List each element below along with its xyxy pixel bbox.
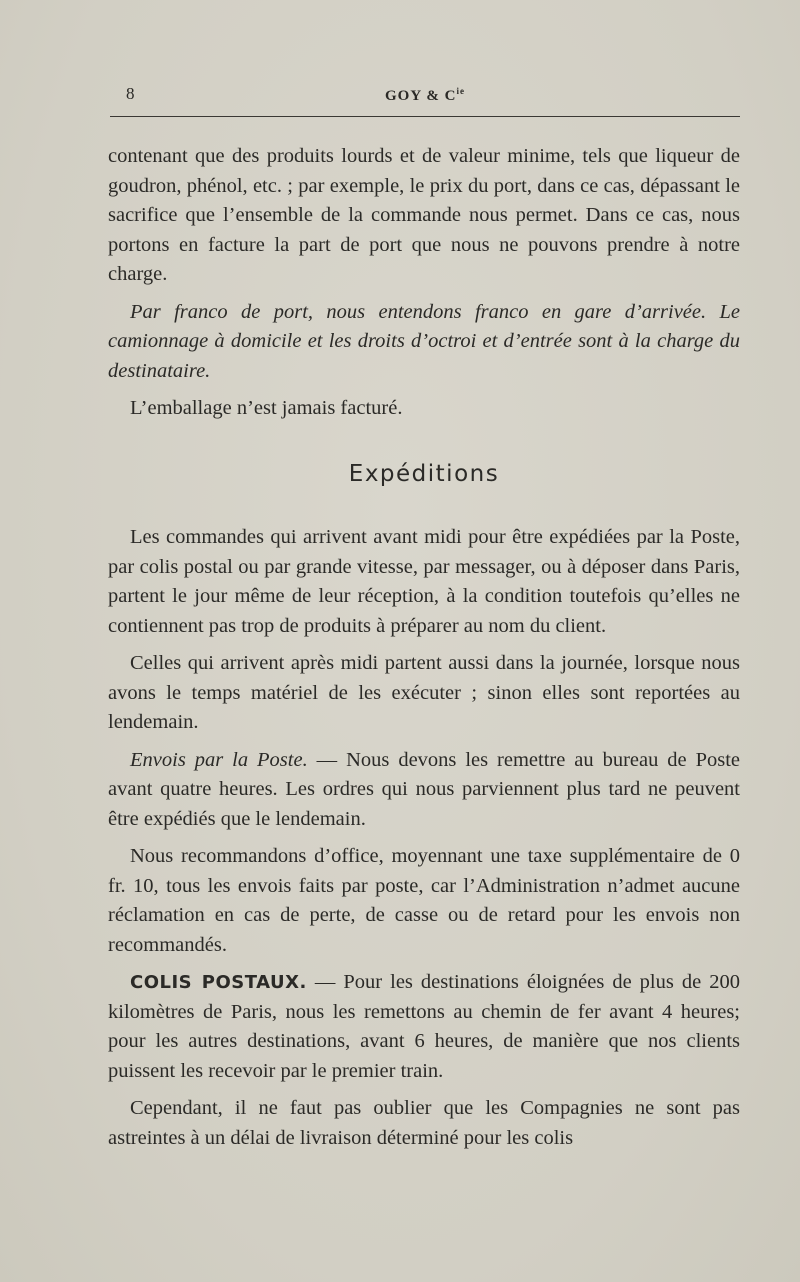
paragraph-1: contenant que des produits lourds et de valeur minime, tels que liqueur de goudron, phénol, etc. ; par exemple, le prix du port, dans ce cas, dépassant le sacrifice que l’ensemble de la commande nous permet. Dans ce cas, nous portons en facture la part de port que nous ne pouvons prendre à notre charge. [108, 145, 740, 285]
colis-postaux-text: — Pour les destinations éloignées de plus de 200 kilomètres de Paris, nous les remettons au chemin de fer avant 4 heures; pour les autres destinations, avant 6 heures, de manière que nos clients puissent les recevoir par le premier train. [108, 971, 740, 1082]
paragraph-recommandation: Nous recommandons d’office, moyennant une taxe supplémentaire de 0 fr. 10, tous les envois faits par poste, car l’Administration n’admet aucune réclamation en cas de perte, de casse ou de retard pour les envois non recommandés. [108, 845, 740, 956]
page-number: 8 [126, 84, 135, 103]
paragraph-colis-postaux [108, 968, 740, 1086]
header-title-text: GOY & C [385, 88, 457, 104]
section-title: Expéditions [348, 460, 500, 487]
running-head [110, 84, 740, 114]
header-rule [110, 116, 740, 117]
paragraph-apres-midi: Celles qui arrivent après midi partent aussi dans la journée, lorsque nous avons le temps matériel de les exécuter ; sinon elles sont reportées au lendemain. [108, 652, 740, 733]
paragraph-franco: Par franco de port, nous entendons franco en gare d’arrivée. Le camionnage à domicile et les droits d’octroi et d’entrée sont à la charge du destinataire. [108, 300, 740, 382]
paragraph-envois-poste [108, 746, 740, 835]
paragraph-cependant: Cependant, il ne faut pas oublier que les Compagnies ne sont pas astreintes à un délai de livraison déterminé pour les colis [108, 1097, 740, 1149]
header-title-sup: ie [456, 86, 465, 96]
paragraph-emballage: L’emballage n’est jamais facturé. [130, 397, 403, 419]
header-title [110, 86, 740, 105]
colis-postaux-label: COLIS POSTAUX. [130, 972, 307, 993]
body-text [108, 142, 740, 1161]
envois-poste-text: — Nous devons les remettre au bureau de Poste avant quatre heures. Les ordres qui nous parviennent plus tard ne peuvent être expédiés que le lendemain. [108, 748, 740, 830]
paragraph-commandes: Les commandes qui arrivent avant midi pour être expédiées par la Poste, par colis postal ou par grande vitesse, par messager, ou à déposer dans Paris, partent le jour même de leur réception, à la condition toutefois qu’elles ne contiennent pas trop de produits à préparer au nom du client. [108, 526, 740, 637]
envois-poste-label: Envois par la Poste. [130, 748, 308, 771]
